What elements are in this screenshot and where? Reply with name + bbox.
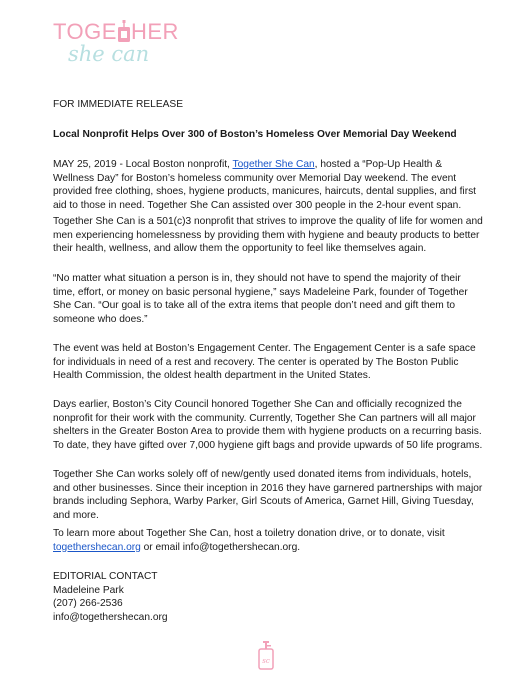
logo-script: she can (68, 42, 150, 66)
editorial-contact (53, 570, 483, 624)
contact-heading: EDITORIAL CONTACT (53, 571, 158, 582)
learn-more-rest: or email info@togethershecan.org. (140, 541, 301, 553)
paragraph-intro-lead: MAY 25, 2019 - Local Boston nonprofit, (53, 159, 233, 170)
logo-word-end: HER (130, 19, 179, 44)
learn-more-lead: To learn more about Together She Can, host a toiletry donation drive, or to donate, visit (53, 528, 445, 539)
paragraph-learn-more (53, 527, 483, 554)
paragraph-recognition: Days earlier, Boston’s City Council honored Together She Can and officially recognized the nonprofit for their work with the community. Currently, Together She Can partners will all major shelters in the Greater Boston Area to provide them with hygiene products on a recurring basis. To date, they have gifted over 7,000 hygiene gift bags and provide upwards of 50 life programs. (53, 399, 483, 451)
together-she-can-link[interactable]: Together She Can (232, 159, 315, 170)
together-she-can-logo (53, 19, 203, 73)
contact-name: Madeleine Park (53, 584, 124, 596)
paragraph-intro (53, 158, 483, 212)
bottle-icon (117, 20, 131, 42)
release-label: FOR IMMEDIATE RELEASE (53, 99, 184, 110)
paragraph-intro-rest: , hosted a “Pop-Up Health & Wellness Day” for Boston’s homeless community over Memorial Day weekend. The event provided free clothing, shoes, hygiene products, manicures, haircuts, dental supplies, and first aid to those in need. Together She Can assisted over 300 people in the 2-hour event span. (53, 159, 477, 211)
bottle-logo-icon (257, 641, 275, 671)
contact-email: info@togethershecan.org (53, 611, 168, 623)
website-link[interactable]: togethershecan.org (53, 541, 141, 553)
svg-text:sc: sc (262, 657, 270, 665)
contact-phone: (207) 266-2536 (53, 598, 123, 610)
logo-word-start: TOGE (53, 19, 117, 44)
paragraph-mission: Together She Can is a 501(c)3 nonprofit that strives to improve the quality of life for women and men experiencing homelessness by providing them with hygiene and beauty products to better their health, wellness, and allow them the opportunity to feel like themselves again. (53, 216, 483, 255)
paragraph-partnerships: Together She Can works solely off of new/gently used donated items from individuals, hotels, and other businesses. Since their inception in 2016 they have garnered partnerships with major brands including Sephora, Warby Parker, Girl Scouts of America, Garnet Hill, Giving Tuesday, and more. (53, 469, 483, 521)
headline: Local Nonprofit Helps Over 300 of Boston’s Homeless Over Memorial Day Weekend (53, 129, 457, 140)
paragraph-quote: “No matter what situation a person is in, they should not have to spend the majority of their time, effort, or money on basic personal hygiene,” says Madeleine Park, founder of Together She Can. “Our goal is to take all of the extra items that people don’t need and gift them to someone who does.” (53, 273, 468, 325)
paragraph-venue: The event was held at Boston’s Engagement Center. The Engagement Center is a safe space for individuals in need of a rest and recovery. The center is operated by The Boston Public Health Commission, the oldest health department in the United States. (53, 343, 476, 382)
